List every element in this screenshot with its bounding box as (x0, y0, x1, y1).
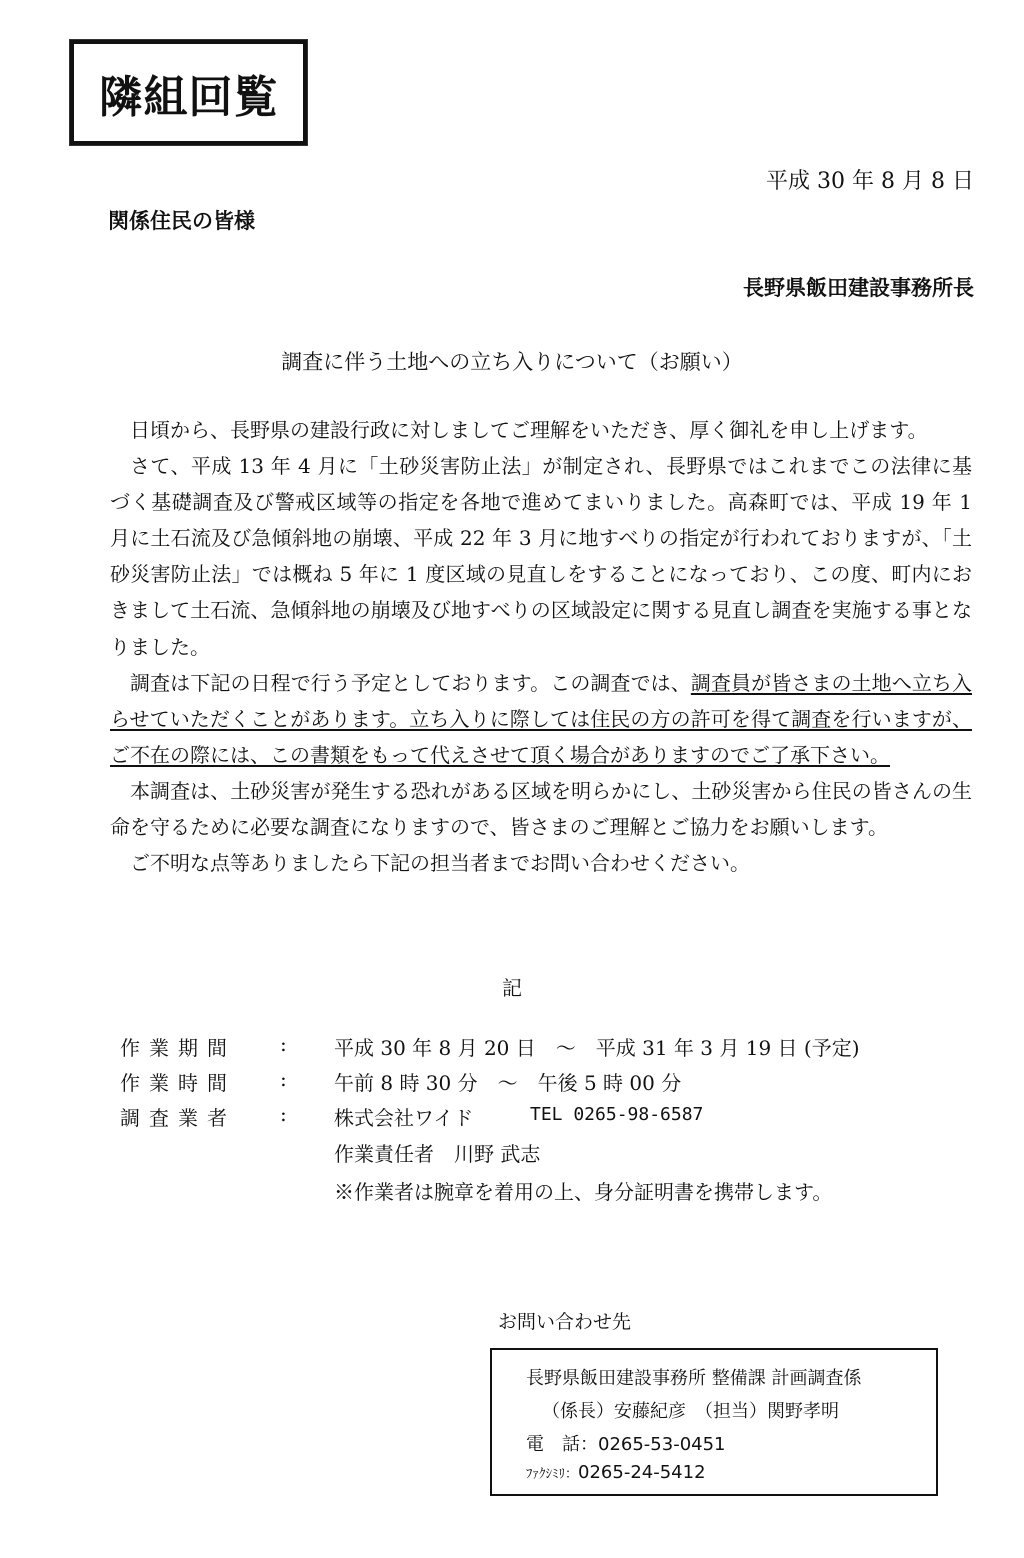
paragraph-greeting: 日頃から、長野県の建設行政に対しましてご理解をいただき、厚く御礼を申し上げます。 (130, 418, 928, 442)
phone-number: 0265-53-0451 (598, 1434, 726, 1455)
paragraph-inquiry: ご不明な点等ありましたら下記の担当者までお問い合わせください。 (130, 851, 750, 876)
notice-plain: 調査は下記の日程で行う予定としております。この調査では、 (130, 670, 691, 695)
notice-underlined: 調査員が皆さまの土地へ立ち入らせていただくことがあります。立ち入りに際しては住民の方の許可を得て調査を行いますが、ご不在の際には、この書類をもって代えさせて頂く場合がありますのでご了承下さい。 (110, 670, 972, 767)
fax-label: ﾌｧｸｼﾐﾘ： (526, 1467, 579, 1482)
contact-office: 長野県飯田建設事務所 整備課 計画調査係 (526, 1368, 862, 1389)
circular-stamp (70, 40, 307, 145)
contact-staff: （係長）安藤紀彦 （担当）関野孝明 (542, 1401, 839, 1422)
paragraph-purpose: 本調査は、土砂災害が発生する恐れがある区域を明らかにし、土砂災害から住民の皆さんの生命を守るために必要な調査になりますので、皆さまのご理解とご協力をお願いします。 (110, 778, 972, 840)
hours-colon: : (280, 1067, 287, 1091)
ki-heading: 記 (502, 976, 522, 1000)
contractor-tel: TEL 0265-98-6587 (530, 1104, 704, 1125)
period-value: 平成 30 年 8 月 20 日 ～ 平成 31 年 3 月 19 日 (予定) (334, 1036, 860, 1060)
document-title: 調査に伴う土地への立ち入りについて（お願い） (281, 350, 743, 374)
period-colon: : (280, 1032, 287, 1056)
contractor-label: 調査業者 (120, 1106, 236, 1130)
phone-label: 電 話： (526, 1434, 598, 1455)
contractor-colon: : (280, 1102, 287, 1126)
contact-label: お問い合わせ先 (498, 1311, 632, 1333)
stamp-text: 隣組回覧 (98, 71, 279, 123)
paragraph-notice (110, 665, 972, 773)
contractor-name: 株式会社ワイド (334, 1106, 474, 1130)
contact-box (490, 1348, 938, 1496)
hours-value: 午前 8 時 30 分 ～ 午後 5 時 00 分 (334, 1071, 682, 1095)
document-date: 平成 30 年 8 月 8 日 (766, 169, 974, 194)
document-body (110, 412, 972, 881)
sender: 長野県飯田建設事務所長 (743, 275, 974, 300)
contact-phone-row (526, 1430, 726, 1456)
period-label: 作業期間 (120, 1036, 236, 1060)
manager-name: 作業責任者 川野 武志 (334, 1142, 541, 1166)
hours-label: 作業時間 (120, 1071, 236, 1095)
recipient: 関係住民の皆様 (108, 208, 255, 233)
armband-note: ※作業者は腕章を着用の上、身分証明書を携帯します。 (334, 1180, 833, 1204)
fax-number: 0265-24-5412 (578, 1462, 706, 1483)
paragraph-background: さて、平成 13 年 4 月に「土砂災害防止法」が制定され、長野県ではこれまでこの法律に基づく基礎調査及び警戒区域等の指定を各地で進めてまいりました。高森町では、平成 19 年 1 月に土石流及び急傾斜地の崩壊、平成 22 年 3 月に地すべりの指定が行われておりますが、「土砂災害防止法」では概ね 5 年に 1 度区域の見直しをすることになっており、この度、町内におきまして土石流、急傾斜地の崩壊及び地すべりの区域設定に関する見直し調査を実施する事となりました。 (110, 454, 972, 659)
contact-fax-row (526, 1462, 706, 1483)
